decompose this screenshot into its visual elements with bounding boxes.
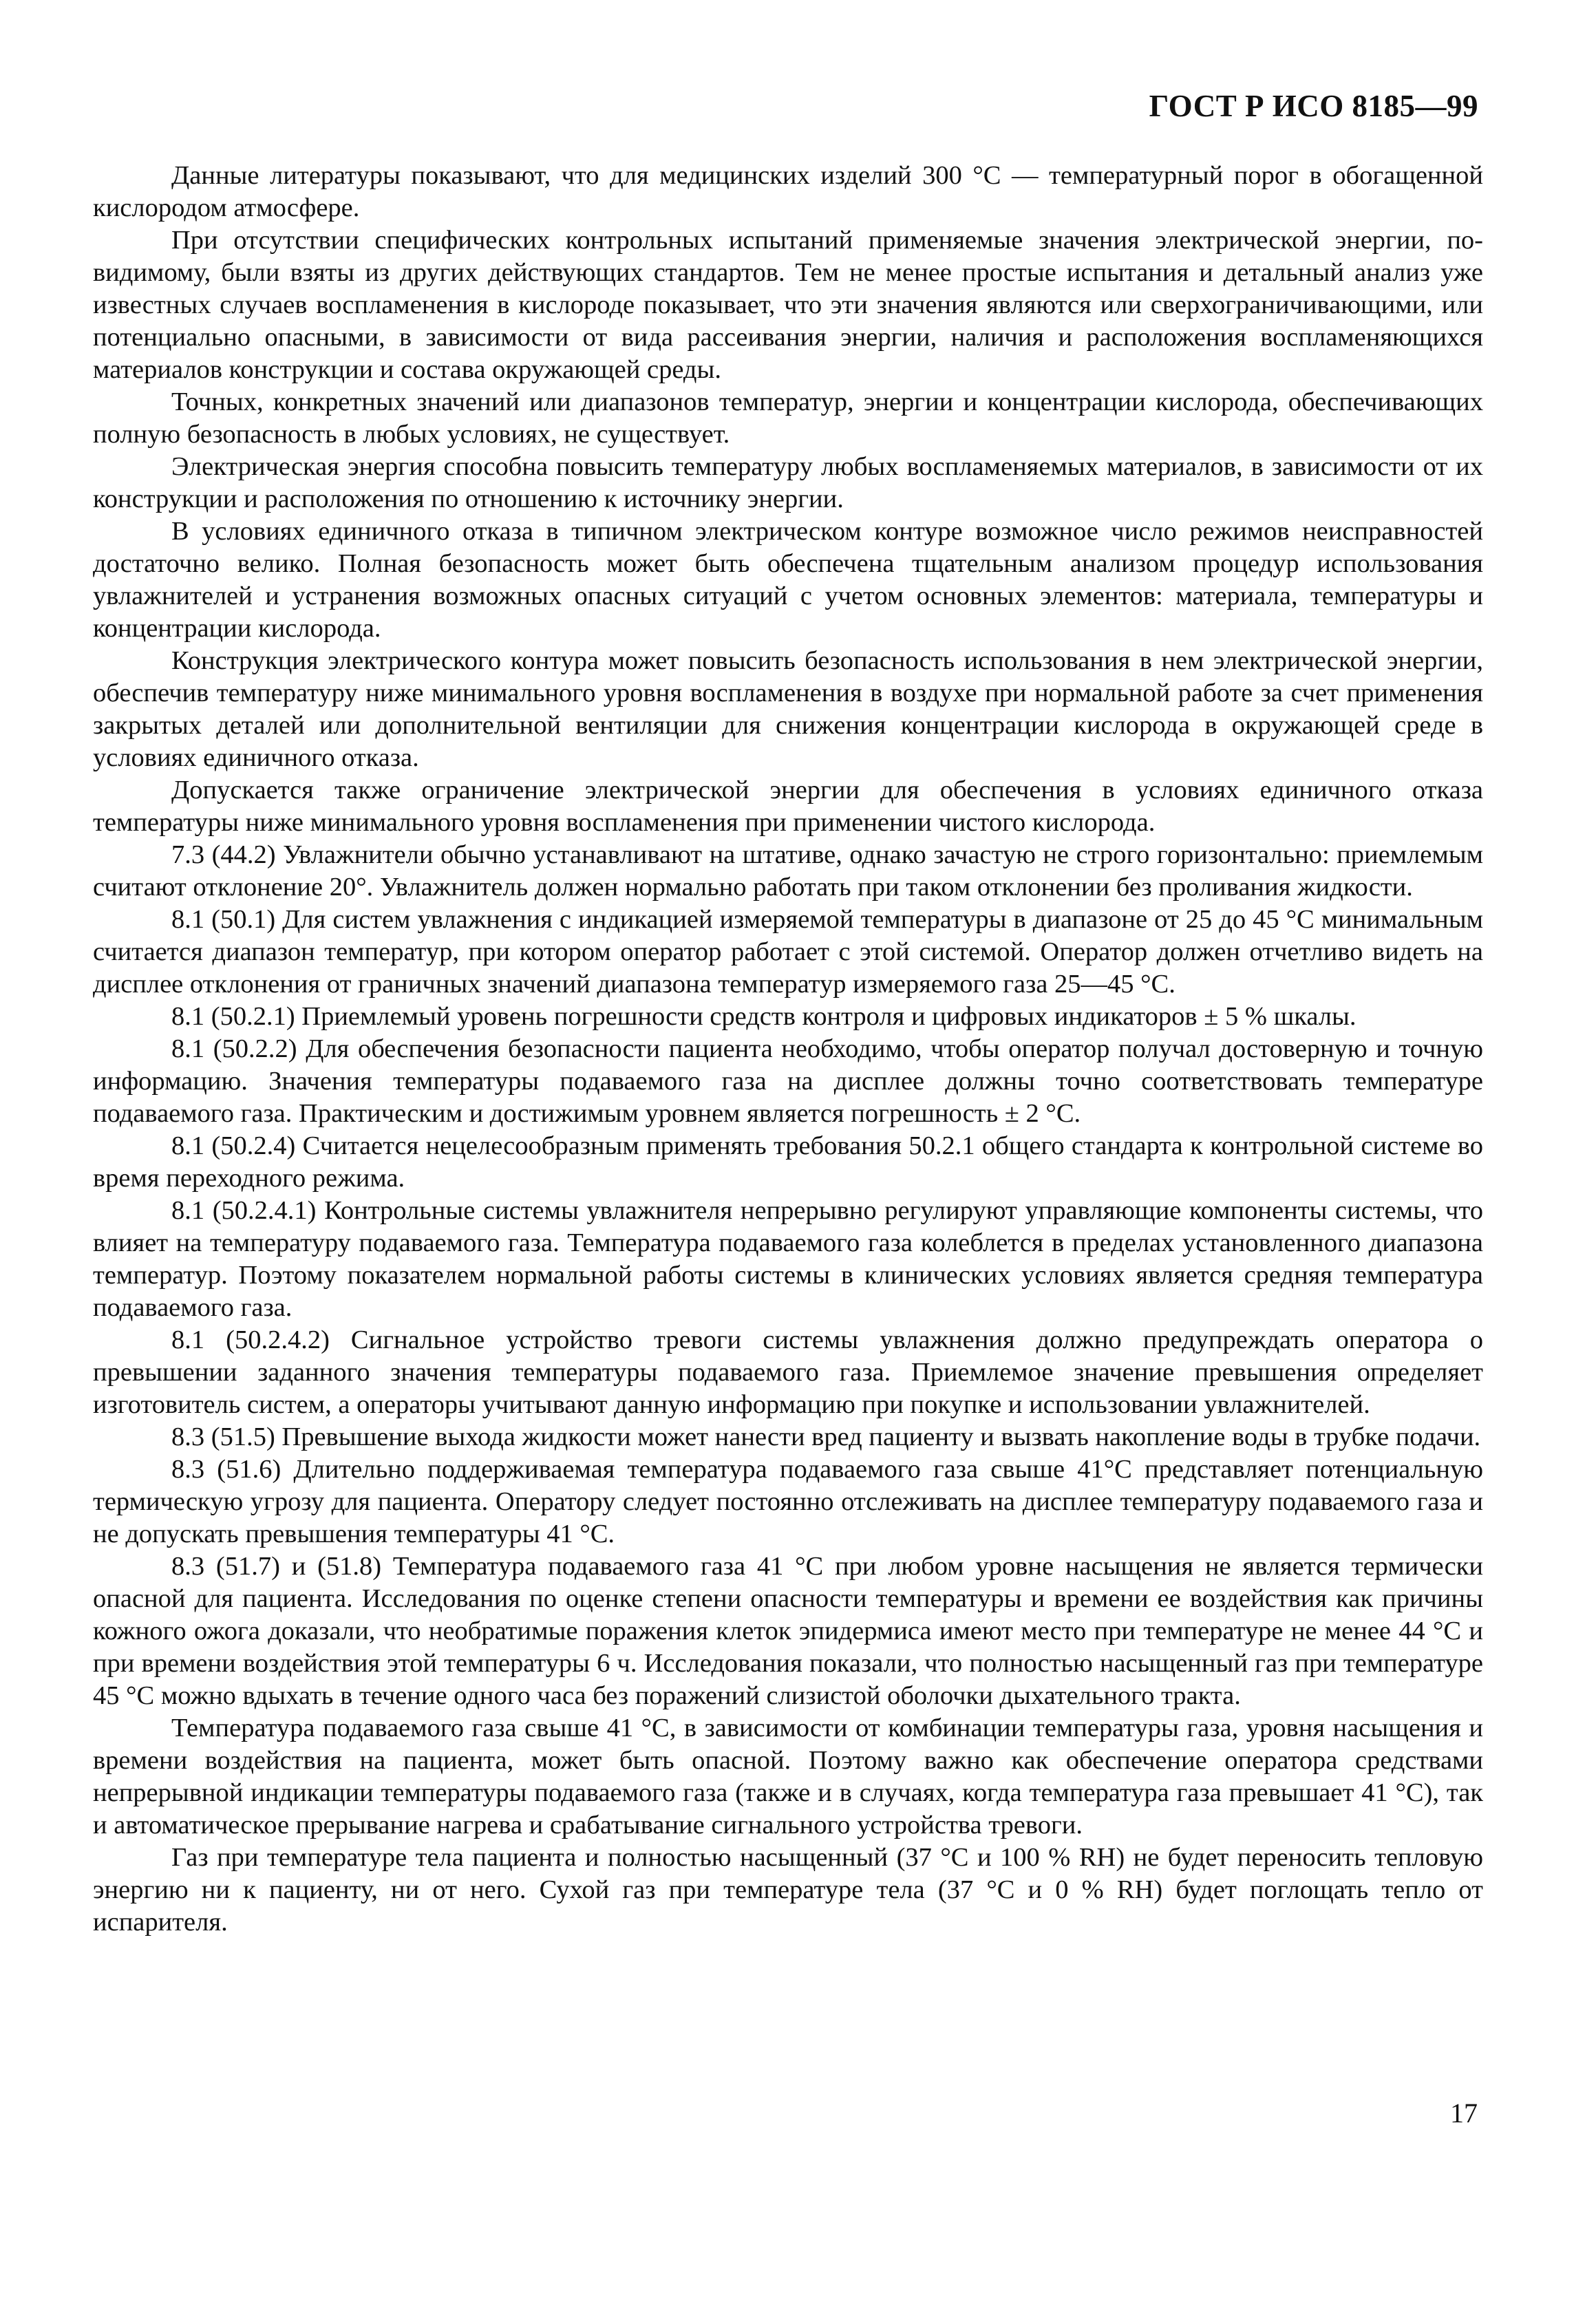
paragraph: 8.1 (50.2.1) Приемлемый уровень погрешности средств контроля и цифровых индикаторов ± 5 % шкалы. xyxy=(171,1002,1357,1031)
paragraph: Допускается также ограничение электрической энергии для обеспечения в условиях единичного отказа температуры ниже минимального уровня воспламенения при применении чистого кислорода. xyxy=(93,776,1483,837)
paragraph: 7.3 (44.2) Увлажнители обычно устанавливают на штативе, однако зачастую не строго горизонтально: приемлемым считают отклонение 20°. Увлажнитель должен нормально работать при таком отклонении без проливания жидкости. xyxy=(93,840,1483,902)
paragraph: 8.1 (50.1) Для систем увлажнения с индикацией измеряемой температуры в диапазоне от 25 до 45 °С минимальным считается диапазон температур, при котором оператор работает с этой системой. Оператор должен отчетливо видеть на дисплее отклонения от граничных значений диапазона температур измеряемого газа 25—45 °С. xyxy=(93,905,1483,999)
paragraph: 8.1 (50.2.4.1) Контрольные системы увлажнителя непрерывно регулируют управляющие компоненты системы, что влияет на температуру подаваемого газа. Температура подаваемого газа колеблется в пределах установленного диапазона температур. Поэтому показателем нормальной работы системы в клинических условиях является средняя температура подаваемого газа. xyxy=(93,1196,1483,1322)
paragraph: Электрическая энергия способна повысить температуру любых воспламеняемых материалов, в зависимости от их конструкции и расположения по отношению к источнику энергии. xyxy=(93,452,1483,513)
paragraph: 8.3 (51.6) Длительно поддерживаемая температура подаваемого газа свыше 41°С представляет потенциальную термическую угрозу для пациента. Оператору следует постоянно отслеживать на дисплее температуру подаваемого газа и не допускать превышения температуры 41 °С. xyxy=(93,1455,1483,1548)
paragraph: В условиях единичного отказа в типичном электрическом контуре возможное число режимов неисправностей достаточно велико. Полная безопасность может быть обеспечена тщательным анализом процедур использования увлажнителей и устранения возможных опасных ситуаций с учетом основных элементов: материала, температуры и концентрации кислорода. xyxy=(93,517,1483,643)
paragraph: При отсутствии специфических контрольных испытаний применяемые значения электрической энергии, по-видимому, были взяты из других действующих стандартов. Тем не менее простые испытания и детальный анализ уже известных случаев воспламенения в кислороде показывает, что эти значения являются или сверхограничивающими, или потенциально опасными, в зависимости от вида рассеивания энергии, наличия и расположения воспламеняющихся материалов конструкции и состава окружающей среды. xyxy=(93,226,1483,384)
paragraph: Конструкция электрического контура может повысить безопасность использования в нем электрической энергии, обеспечив температуру ниже минимального уровня воспламенения в воздухе при нормальной работе за счет применения закрытых деталей или дополнительной вентиляции для снижения концентрации кислорода в окружающей среде в условиях единичного отказа. xyxy=(93,646,1483,772)
paragraph: 8.1 (50.2.4) Считается нецелесообразным применять требования 50.2.1 общего стандарта к контрольной системе во время переходного режима. xyxy=(93,1131,1483,1193)
body-text xyxy=(93,160,1483,1939)
page-number: 17 xyxy=(1450,2098,1478,2129)
paragraph: 8.3 (51.7) и (51.8) Температура подаваемого газа 41 °С при любом уровне насыщения не является термически опасной для пациента. Исследования по оценке степени опасности температуры и времени ее воздействия как причины кожного ожога доказали, что необратимые поражения клеток эпидермиса имеют место при температуре не менее 44 °С и при времени воздействия этой температуры 6 ч. Исследования показали, что полностью насыщенный газ при температуре 45 °С можно вдыхать в течение одного часа без поражений слизистой оболочки дыхательного тракта. xyxy=(93,1552,1483,1710)
paragraph: Точных, конкретных значений или диапазонов температур, энергии и концентрации кислорода, обеспечивающих полную безопасность в любых условиях, не существует. xyxy=(93,387,1483,449)
paragraph: 8.1 (50.2.4.2) Сигнальное устройство тревоги системы увлажнения должно предупреждать оператора о превышении заданного значения температуры подаваемого газа. Приемлемое значение превышения определяет изготовитель систем, а операторы учитывают данную информацию при покупке и использовании увлажнителей. xyxy=(93,1325,1483,1419)
paragraph: Температура подаваемого газа свыше 41 °С, в зависимости от комбинации температуры газа, уровня насыщения и времени воздействия на пациента, может быть опасной. Поэтому важно как обеспечение оператора средствами непрерывной индикации температуры подаваемого газа (также и в случаях, когда температура газа превышает 41 °С), так и автоматическое прерывание нагрева и срабатывание сигнального устройства тревоги. xyxy=(93,1714,1483,1840)
document-code-header: ГОСТ Р ИСО 8185—99 xyxy=(1149,89,1478,123)
paragraph: 8.3 (51.5) Превышение выхода жидкости может нанести вред пациенту и вызвать накопление воды в трубке подачи. xyxy=(171,1422,1481,1451)
paragraph: Газ при температуре тела пациента и полностью насыщенный (37 °С и 100 % RH) не будет переносить тепловую энергию ни к пациенту, ни от него. Сухой газ при температуре тела (37 °С и 0 % RH) будет поглощать тепло от испарителя. xyxy=(93,1843,1483,1937)
paragraph: Данные литературы показывают, что для медицинских изделий 300 °С — температурный порог в обогащенной кислородом атмосфере. xyxy=(93,161,1483,222)
paragraph: 8.1 (50.2.2) Для обеспечения безопасности пациента необходимо, чтобы оператор получал достоверную и точную информацию. Значения температуры подаваемого газа на дисплее должны точно соответствовать температуре подаваемого газа. Практическим и достижимым уровнем является погрешность ± 2 °С. xyxy=(93,1034,1483,1128)
